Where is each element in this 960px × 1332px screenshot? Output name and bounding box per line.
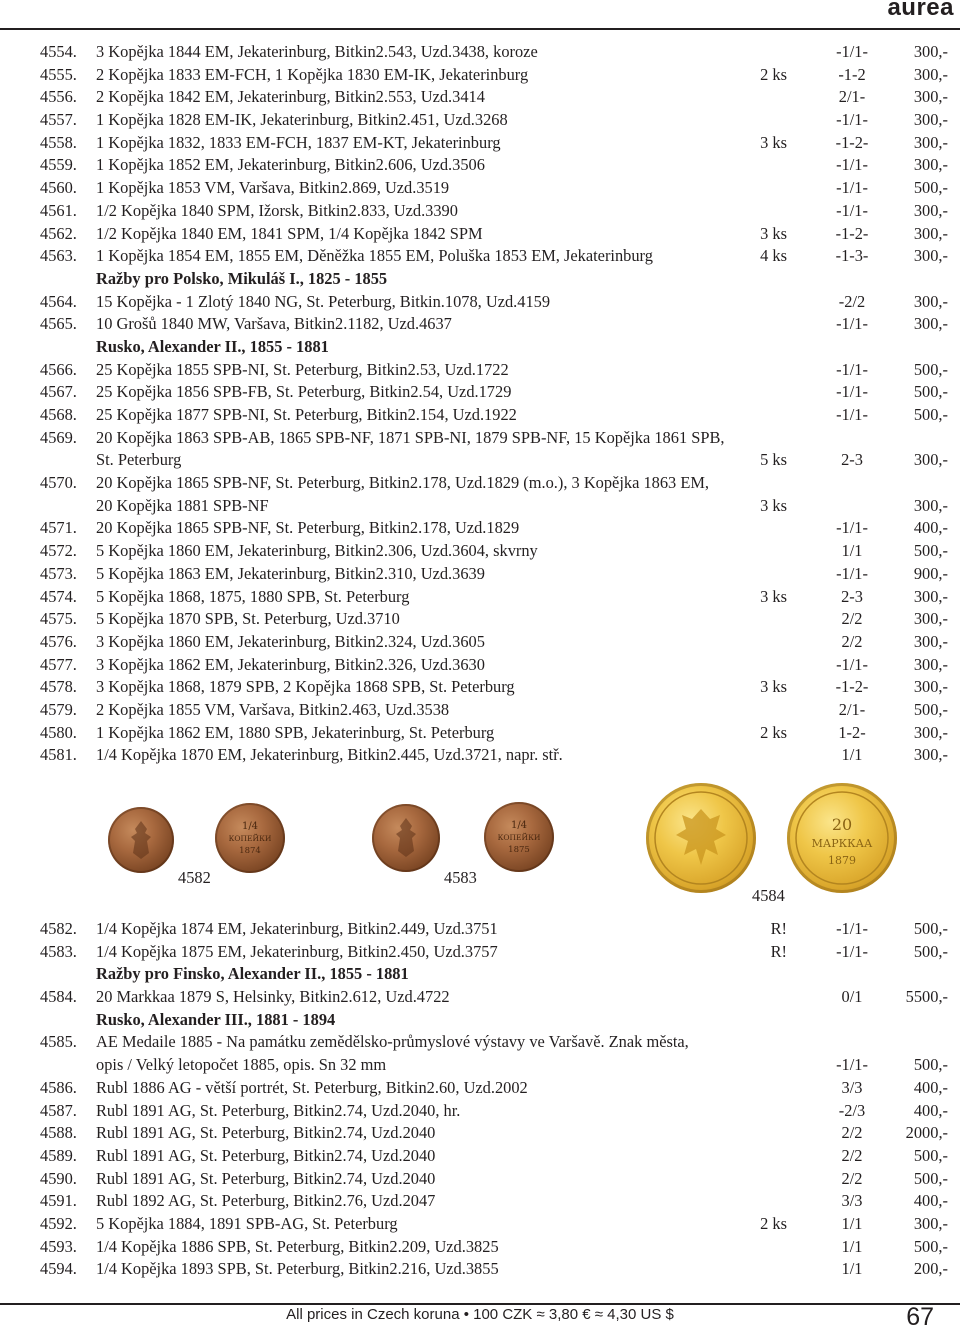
lot-description: 1/4 Kopějka 1886 SPB, St. Peterburg, Bitkin2.209, Uzd.3825 [96, 1236, 499, 1256]
lot-description: 3 Kopějka 1844 EM, Jekaterinburg, Bitkin2.543, Uzd.3438, koroze [96, 42, 538, 61]
lot-grade: -1-3- [835, 246, 869, 266]
lot-description: Rusko, Alexander III., 1881 - 1894 [96, 1009, 336, 1029]
lot-row [40, 1190, 948, 1213]
lot-price: 500,- [913, 541, 948, 561]
lot-row [40, 631, 948, 654]
coin-4582-year: 1874 [239, 846, 261, 856]
lot-grade: 2-3 [841, 450, 863, 470]
lot-grade: -2/2 [838, 291, 866, 311]
lot-number: 4580. [40, 722, 77, 742]
lot-price: 300,- [913, 495, 948, 515]
lot-description: 1 Kopějka 1853 VM, Varšava, Bitkin2.869, Uzd.3519 [96, 178, 450, 198]
lot-description: 1/4 Kopějka 1870 EM, Jekaterinburg, Bitkin2.445, Uzd.3721, napr. stř. [96, 745, 563, 765]
lot-description: 1/4 Kopějka 1893 SPB, St. Peterburg, Bitkin2.216, Uzd.3855 [96, 1259, 499, 1279]
lot-number: 4592. [40, 1213, 77, 1233]
lot-grade: 2-3 [841, 586, 863, 606]
lot-row [40, 449, 948, 472]
lot-price: 300,- [913, 291, 948, 311]
lot-number: 4588. [40, 1123, 77, 1143]
lot-quantity: 3 ks [760, 132, 787, 152]
lot-grade: -1/1- [836, 110, 868, 130]
lot-description: 3 Kopějka 1868, 1879 SPB, 2 Kopějka 1868 SPB, St. Peterburg [96, 677, 515, 697]
lot-description: 5 Kopějka 1868, 1875, 1880 SPB, St. Peterburg [96, 586, 410, 606]
lot-description: 20 Kopějka 1865 SPB-NF, St. Peterburg, Bitkin2.178, Uzd.1829 [96, 518, 520, 538]
lot-number: 4563. [40, 246, 77, 266]
lot-price: 300,- [913, 609, 948, 629]
lot-quantity: 5 ks [760, 450, 787, 470]
lot-row [40, 517, 948, 540]
lot-description: 3 Kopějka 1860 EM, Jekaterinburg, Bitkin2.324, Uzd.3605 [96, 631, 485, 651]
coin-images [0, 770, 960, 910]
lot-grade: -1/1- [836, 382, 868, 402]
lot-number: 4578. [40, 677, 77, 697]
lot-description: Ražby pro Finsko, Alexander II., 1855 - 1881 [96, 964, 409, 984]
lot-row [40, 1122, 948, 1145]
lot-grade: 2/2 [841, 609, 863, 629]
lot-grade: 2/2 [841, 1123, 863, 1143]
lot-description: Rusko, Alexander II., 1855 - 1881 [96, 336, 329, 356]
lot-price: 300,- [913, 64, 948, 84]
coin-4584-reverse [787, 783, 897, 893]
lot-grade: 3/3 [841, 1191, 863, 1211]
lot-row [40, 1145, 948, 1168]
lot-description: Rubl 1891 AG, St. Peterburg, Bitkin2.74, Uzd.2040 [96, 1168, 436, 1188]
lot-description: 25 Kopějka 1877 SPB-NI, St. Peterburg, Bitkin2.154, Uzd.1922 [96, 405, 517, 424]
lot-number: 4589. [40, 1145, 77, 1165]
lot-number: 4556. [40, 87, 77, 107]
lot-number: 4554. [40, 42, 77, 61]
lot-number: 4586. [40, 1077, 77, 1097]
lot-row [40, 941, 948, 964]
lot-price: 300,- [913, 450, 948, 470]
lot-description: St. Peterburg [96, 450, 182, 470]
lot-price: 300,- [913, 87, 948, 107]
lot-description: 1 Kopějka 1854 EM, 1855 EM, Děněžka 1855 EM, Poluška 1853 EM, Jekaterinburg [96, 246, 653, 266]
lot-price: 400,- [913, 518, 948, 538]
coin-4583-year: 1875 [508, 845, 530, 855]
lot-row [40, 427, 948, 450]
lot-row [40, 1100, 948, 1123]
lot-price: 300,- [913, 246, 948, 266]
lot-row [40, 1077, 948, 1100]
lot-description: 1 Kopějka 1852 EM, Jekaterinburg, Bitkin2.606, Uzd.3506 [96, 155, 485, 175]
lot-number: 4574. [40, 586, 77, 606]
lot-price: 500,- [913, 941, 948, 961]
lot-grade: -1/1- [836, 359, 868, 379]
lot-row [40, 381, 948, 404]
lot-number: 4572. [40, 541, 77, 561]
lot-grade: 2/1- [838, 87, 866, 107]
lot-grade: -1/1- [836, 1055, 868, 1075]
coin-4582-value: 1/4 [241, 821, 259, 832]
lot-row [40, 676, 948, 699]
lot-number: 4562. [40, 223, 77, 243]
lot-grade: -1-2- [835, 223, 869, 243]
lot-number: 4560. [40, 178, 77, 198]
lot-quantity: R! [770, 941, 787, 961]
lot-grade: 2/2 [841, 631, 863, 651]
lot-row [40, 359, 948, 382]
coin-label-4582: 4582 [178, 868, 211, 887]
lot-grade: -1/1- [836, 941, 868, 961]
lot-grade: -1-2- [835, 677, 869, 697]
lot-price: 5500,- [905, 987, 948, 1007]
lot-price: 500,- [913, 919, 948, 938]
lot-price: 300,- [913, 314, 948, 334]
lot-number: 4561. [40, 200, 77, 220]
lot-grade: 3/3 [841, 1077, 863, 1097]
lot-row [40, 1258, 948, 1281]
lot-number: 4566. [40, 359, 77, 379]
section-heading [40, 1009, 948, 1032]
page-number: 67 [906, 1303, 934, 1331]
lot-number: 4593. [40, 1236, 77, 1256]
lot-grade: 1/1 [841, 1213, 863, 1233]
lot-price: 500,- [913, 1055, 948, 1075]
lot-number: 4575. [40, 609, 77, 629]
lot-row [40, 986, 948, 1009]
lot-description: 1/2 Kopějka 1840 EM, 1841 SPM, 1/4 Kopějka 1842 SPM [96, 223, 483, 243]
lot-list-upper [40, 41, 948, 767]
coin-4583-value: 1/4 [510, 820, 528, 831]
lot-row [40, 64, 948, 87]
lot-number: 4587. [40, 1100, 77, 1120]
lot-price: 300,- [913, 745, 948, 765]
lot-number: 4558. [40, 132, 77, 152]
coin-4584-obverse [646, 783, 756, 893]
lot-description: 2 Kopějka 1833 EM-FCH, 1 Kopějka 1830 EM-IK, Jekaterinburg [96, 64, 529, 84]
section-heading [40, 963, 948, 986]
coin-4584-value: 20 [831, 815, 853, 834]
lot-grade: -1/1- [836, 563, 868, 583]
lot-number: 4565. [40, 314, 77, 334]
footer-price-note: All prices in Czech koruna • 100 CZK ≈ 3,80 € ≈ 4,30 US $ [286, 1306, 674, 1323]
lot-price: 900,- [913, 563, 948, 583]
lot-price: 300,- [913, 155, 948, 175]
lot-row [40, 1054, 948, 1077]
coin-4582-obverse [108, 807, 174, 873]
lot-list-lower [40, 918, 948, 1281]
lot-description: 2 Kopějka 1842 EM, Jekaterinburg, Bitkin2.553, Uzd.3414 [96, 87, 485, 107]
lot-quantity: 3 ks [760, 586, 787, 606]
header-rule [0, 28, 960, 30]
lot-price: 200,- [913, 1259, 948, 1279]
brand-logo: aurea [887, 0, 954, 21]
lot-quantity: 2 ks [760, 722, 787, 742]
lot-price: 2000,- [905, 1123, 948, 1143]
section-heading [40, 268, 948, 291]
lot-row [40, 223, 948, 246]
lot-description: 25 Kopějka 1855 SPB-NI, St. Peterburg, Bitkin2.53, Uzd.1722 [96, 359, 509, 379]
lot-row [40, 586, 948, 609]
lot-row [40, 1031, 948, 1054]
lot-description: opis / Velký letopočet 1885, opis. Sn 32 mm [96, 1055, 387, 1075]
lot-price: 500,- [913, 1236, 948, 1256]
lot-number: 4567. [40, 382, 77, 402]
lot-grade: -1/1- [836, 405, 868, 424]
lot-row [40, 177, 948, 200]
lot-price: 400,- [913, 1077, 948, 1097]
lot-number: 4564. [40, 291, 77, 311]
lot-description: 3 Kopějka 1862 EM, Jekaterinburg, Bitkin2.326, Uzd.3630 [96, 654, 485, 674]
lot-row [40, 699, 948, 722]
lot-grade: 1/1 [841, 541, 863, 561]
lot-grade: -1/1- [836, 178, 868, 198]
lot-price: 300,- [913, 1213, 948, 1233]
lot-description: 20 Kopějka 1863 SPB-AB, 1865 SPB-NF, 1871 SPB-NI, 1879 SPB-NF, 15 Kopějka 1861 SPB, [96, 427, 725, 447]
lot-price: 300,- [913, 677, 948, 697]
lot-price: 300,- [913, 110, 948, 130]
lot-price: 300,- [913, 42, 948, 61]
lot-quantity: R! [770, 919, 787, 938]
coin-4583-reverse [484, 802, 554, 872]
lot-price: 500,- [913, 359, 948, 379]
lot-quantity: 2 ks [760, 64, 787, 84]
coin-label-4583: 4583 [444, 868, 477, 887]
lot-quantity: 3 ks [760, 223, 787, 243]
lot-number: 4583. [40, 941, 77, 961]
lot-description: 15 Kopějka - 1 Zlotý 1840 NG, St. Peterburg, Bitkin.1078, Uzd.4159 [96, 291, 551, 311]
lot-grade: -1/1- [836, 200, 868, 220]
lot-description: 5 Kopějka 1870 SPB, St. Peterburg, Uzd.3710 [96, 609, 400, 629]
lot-grade: -1-2 [838, 64, 866, 84]
lot-price: 300,- [913, 631, 948, 651]
lot-row [40, 1236, 948, 1259]
lot-price: 300,- [913, 200, 948, 220]
lot-row [40, 132, 948, 155]
lot-price: 300,- [913, 132, 948, 152]
lot-number: 4571. [40, 518, 77, 538]
lot-grade: 2/1- [838, 699, 866, 719]
lot-description: 1/4 Kopějka 1875 EM, Jekaterinburg, Bitkin2.450, Uzd.3757 [96, 941, 498, 961]
lot-price: 500,- [913, 699, 948, 719]
lot-grade: 0/1 [841, 987, 863, 1007]
lot-description: 25 Kopějka 1856 SPB-FB, St. Peterburg, Bitkin2.54, Uzd.1729 [96, 382, 512, 402]
coin-4584-year: 1879 [828, 854, 856, 867]
lot-row [40, 245, 948, 268]
lot-number: 4582. [40, 919, 77, 938]
lot-row [40, 109, 948, 132]
lot-number: 4573. [40, 563, 77, 583]
lot-grade: -1/1- [836, 518, 868, 538]
lot-quantity: 4 ks [760, 246, 787, 266]
lot-row [40, 41, 948, 64]
lot-number: 4555. [40, 64, 77, 84]
lot-price: 500,- [913, 1168, 948, 1188]
coin-4583-obverse [372, 804, 440, 872]
lot-description: Rubl 1892 AG, St. Peterburg, Bitkin2.76, Uzd.2047 [96, 1191, 436, 1211]
lot-row [40, 722, 948, 745]
lot-grade: -1/1- [836, 654, 868, 674]
lot-grade: -1/1- [836, 155, 868, 175]
lot-price: 500,- [913, 405, 948, 424]
lot-grade: 1-2- [838, 722, 866, 742]
lot-row [40, 540, 948, 563]
lot-row [40, 472, 948, 495]
lot-row [40, 563, 948, 586]
lot-description: Rubl 1886 AG - větší portrét, St. Peterburg, Bitkin2.60, Uzd.2002 [96, 1077, 528, 1097]
lot-number: 4569. [40, 427, 77, 447]
lot-number: 4576. [40, 631, 77, 651]
lot-number: 4581. [40, 745, 77, 765]
lot-row [40, 495, 948, 518]
lot-row [40, 404, 948, 427]
lot-description: 20 Markkaa 1879 S, Helsinky, Bitkin2.612, Uzd.4722 [96, 987, 450, 1007]
lot-price: 500,- [913, 382, 948, 402]
lot-number: 4585. [40, 1032, 77, 1052]
coin-4582-denomination: КОПЕЙКИ [228, 834, 272, 843]
lot-grade: -1/1- [836, 919, 868, 938]
lot-description: Ražby pro Polsko, Mikuláš I., 1825 - 1855 [96, 268, 388, 288]
lot-grade: 2/2 [841, 1145, 863, 1165]
lot-price: 300,- [913, 223, 948, 243]
lot-row [40, 654, 948, 677]
lot-description: 1 Kopějka 1832, 1833 EM-FCH, 1837 EM-KT, Jekaterinburg [96, 132, 501, 152]
footer-rule [0, 1303, 960, 1305]
lot-number: 4590. [40, 1168, 77, 1188]
lot-grade: 1/1 [841, 1236, 863, 1256]
lot-grade: -1-2- [835, 132, 869, 152]
lot-row [40, 154, 948, 177]
lot-row [40, 1168, 948, 1191]
lot-row [40, 918, 948, 941]
lot-grade: 2/2 [841, 1168, 863, 1188]
lot-number: 4557. [40, 110, 77, 130]
lot-quantity: 3 ks [760, 495, 787, 515]
lot-number: 4579. [40, 699, 77, 719]
lot-description: 5 Kopějka 1860 EM, Jekaterinburg, Bitkin2.306, Uzd.3604, skvrny [96, 541, 538, 561]
lot-description: 1 Kopějka 1828 EM-IK, Jekaterinburg, Bitkin2.451, Uzd.3268 [96, 110, 508, 130]
lot-row [40, 291, 948, 314]
lot-price: 500,- [913, 1145, 948, 1165]
lot-description: 5 Kopějka 1884, 1891 SPB-AG, St. Peterburg [96, 1213, 398, 1233]
lot-description: Rubl 1891 AG, St. Peterburg, Bitkin2.74, Uzd.2040 [96, 1123, 436, 1143]
lot-grade: 1/1 [841, 745, 863, 765]
lot-quantity: 3 ks [760, 677, 787, 697]
lot-price: 300,- [913, 654, 948, 674]
lot-description: 1/4 Kopějka 1874 EM, Jekaterinburg, Bitkin2.449, Uzd.3751 [96, 919, 498, 938]
coin-label-4584: 4584 [752, 886, 785, 905]
lot-price: 400,- [913, 1191, 948, 1211]
coin-4584-denomination: МАРККАА [811, 837, 873, 850]
lot-description: 10 Grošů 1840 MW, Varšava, Bitkin2.1182, Uzd.4637 [96, 314, 452, 334]
lot-grade: -1/1- [836, 42, 868, 61]
lot-description: 5 Kopějka 1863 EM, Jekaterinburg, Bitkin2.310, Uzd.3639 [96, 563, 485, 583]
coin-4583-denomination: КОПЕЙКИ [497, 833, 541, 842]
lot-description: 20 Kopějka 1881 SPB-NF [96, 495, 269, 515]
lot-number: 4594. [40, 1259, 77, 1279]
lot-grade: 1/1 [841, 1259, 863, 1279]
lot-description: 1 Kopějka 1862 EM, 1880 SPB, Jekaterinburg, St. Peterburg [96, 722, 495, 742]
lot-quantity: 2 ks [760, 1213, 787, 1233]
lot-description: Rubl 1891 AG, St. Peterburg, Bitkin2.74, Uzd.2040 [96, 1145, 436, 1165]
lot-description: AE Medaile 1885 - Na památku zemědělsko-průmyslové výstavy ve Varšavě. Znak města, [96, 1032, 689, 1052]
lot-description: 1/2 Kopějka 1840 SPM, Ižorsk, Bitkin2.833, Uzd.3390 [96, 200, 458, 220]
lot-number: 4570. [40, 473, 77, 493]
lot-number: 4559. [40, 155, 77, 175]
lot-price: 500,- [913, 178, 948, 198]
lot-row [40, 744, 948, 767]
lot-row [40, 608, 948, 631]
lot-description: 2 Kopějka 1855 VM, Varšava, Bitkin2.463, Uzd.3538 [96, 699, 450, 719]
lot-description: 20 Kopějka 1865 SPB-NF, St. Peterburg, Bitkin2.178, Uzd.1829 (m.o.), 3 Kopějka 1863 EM, [96, 473, 710, 493]
lot-row [40, 200, 948, 223]
coin-4582-reverse [215, 803, 285, 873]
lot-row [40, 86, 948, 109]
lot-description: Rubl 1891 AG, St. Peterburg, Bitkin2.74, Uzd.2040, hr. [96, 1100, 461, 1120]
lot-grade: -1/1- [836, 314, 868, 334]
lot-number: 4568. [40, 405, 77, 424]
lot-number: 4584. [40, 987, 77, 1007]
lot-price: 300,- [913, 586, 948, 606]
lot-number: 4577. [40, 654, 77, 674]
lot-number: 4591. [40, 1191, 77, 1211]
lot-price: 400,- [913, 1100, 948, 1120]
lot-row [40, 313, 948, 336]
section-heading [40, 336, 948, 359]
lot-grade: -2/3 [838, 1100, 866, 1120]
lot-row [40, 1213, 948, 1236]
lot-price: 300,- [913, 722, 948, 742]
